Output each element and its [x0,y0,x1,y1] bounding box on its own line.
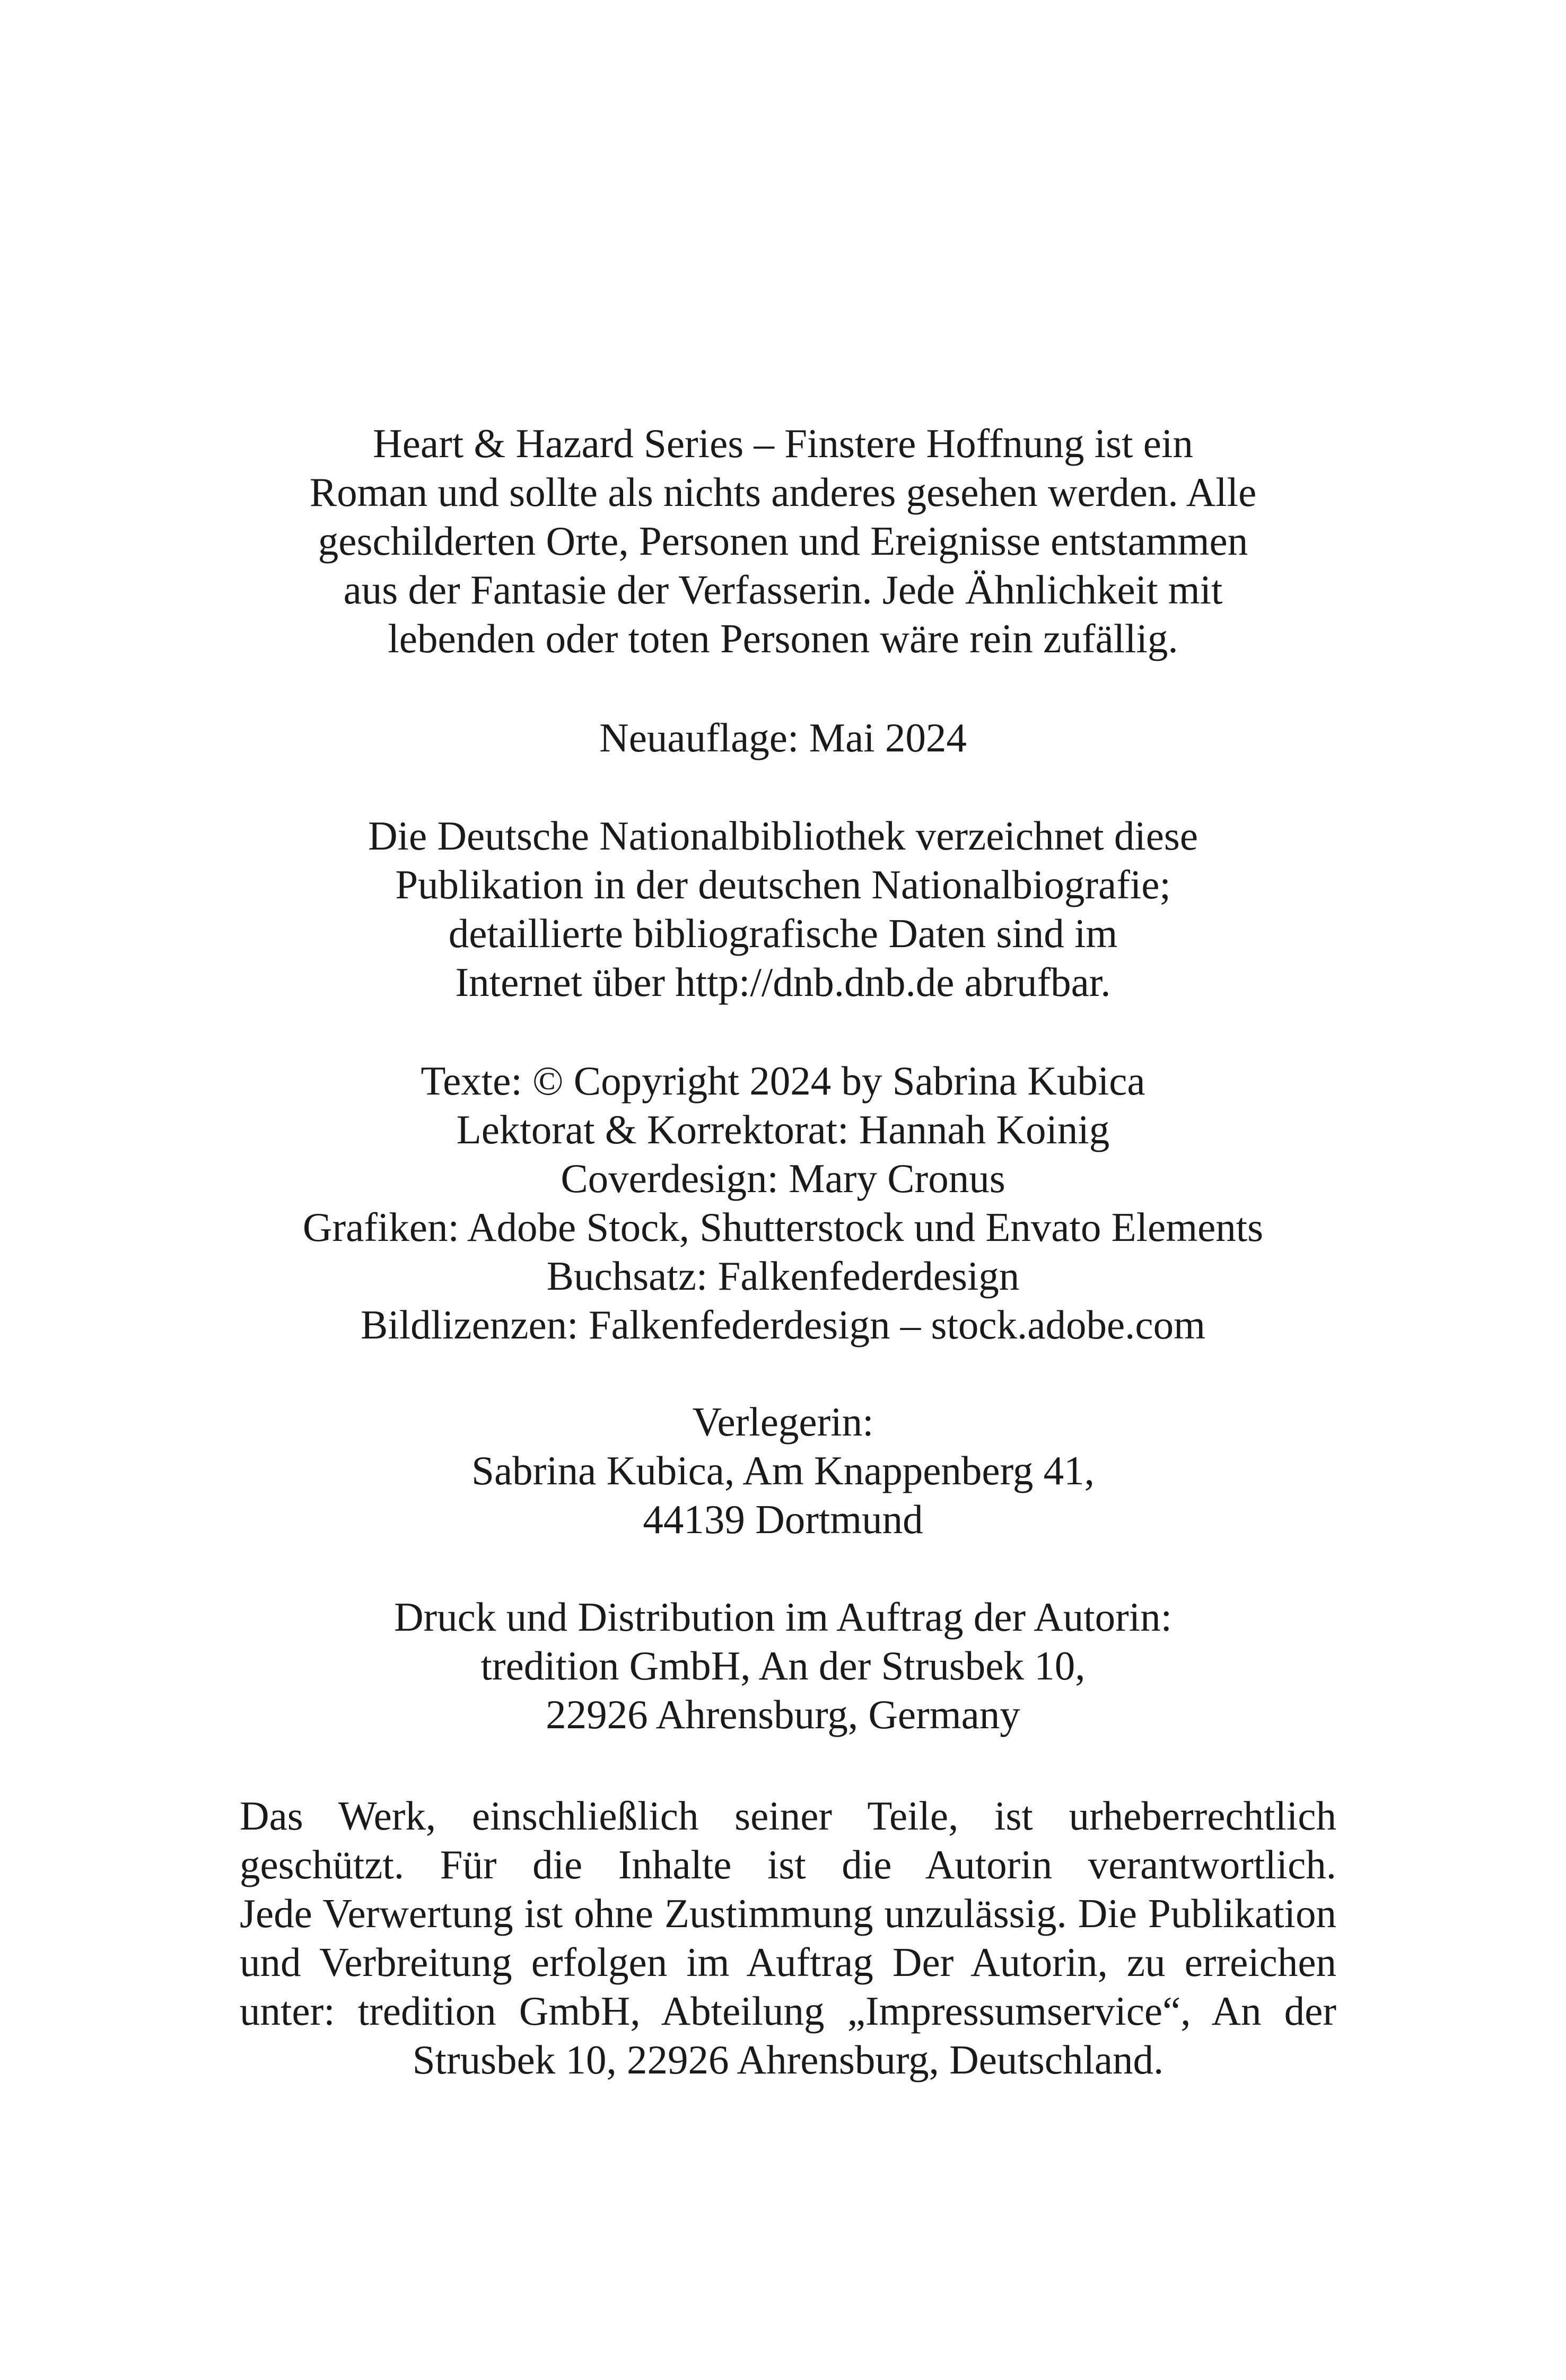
copyright-notice-line: Jede Verwertung ist ohne Zustimmung unzulässig. Die Publikation [240,1891,1336,1936]
publisher-line: Verlegerin: [692,1399,874,1445]
credits-line: Buchsatz: Falkenfederdesign [546,1253,1020,1299]
disclaimer-line: Roman und sollte als nichts anderes gesehen werden. Alle [309,469,1257,515]
dnb-notice-line: detaillierte bibliografische Daten sind im [448,911,1118,956]
copyright-notice-line: Das Werk, einschließlich seiner Teile, ist urheberrechtlich [240,1793,1336,1839]
copyright-notice-line: Strusbek 10, 22926 Ahrensburg, Deutschland. [412,2037,1164,2082]
distribution-paragraph [233,1592,1333,1739]
credits-line: Bildlizenzen: Falkenfederdesign – stock.adobe.com [361,1302,1205,1348]
credits-paragraph [233,1056,1333,1349]
dnb-notice-paragraph [233,811,1333,1007]
disclaimer-line: lebenden oder toten Personen wäre rein zufällig. [388,616,1178,661]
copyright-notice-line: geschützt. Für die Inhalte ist die Autorin verantwortlich. [240,1842,1336,1887]
publisher-line: 44139 Dortmund [643,1497,923,1542]
dnb-notice-line: Internet über http://dnb.dnb.de abrufbar. [455,959,1111,1005]
copyright-notice-line: und Verbreitung erfolgen im Auftrag Der Autorin, zu erreichen [240,1939,1336,1985]
credits-line: Texte: © Copyright 2024 by Sabrina Kubica [421,1058,1145,1104]
distribution-line: Druck und Distribution im Auftrag der Autorin: [393,1594,1173,1640]
distribution-line: tredition GmbH, An der Strusbek 10, [480,1643,1086,1688]
dnb-notice-line: Die Deutsche Nationalbibliothek verzeichnet diese [368,813,1198,859]
credits-line: Grafiken: Adobe Stock, Shutterstock und Envato Elements [302,1204,1264,1250]
credits-line: Lektorat & Korrektorat: Hannah Koinig [456,1107,1110,1152]
dnb-notice-line: Publikation in der deutschen Nationalbiografie; [395,862,1171,907]
disclaimer-line: Heart & Hazard Series – Finstere Hoffnung ist ein [373,421,1193,466]
copyright-notice-line: unter: tredition GmbH, Abteilung „Impressumservice“, An der [240,1988,1336,2034]
credits-line: Coverdesign: Mary Cronus [561,1156,1005,1201]
edition-note [233,713,1333,762]
publisher-line: Sabrina Kubica, Am Knappenberg 41, [471,1448,1095,1493]
edition-line: Neuauflage: Mai 2024 [599,715,967,760]
disclaimer-line: aus der Fantasie der Verfasserin. Jede Ähnlichkeit mit [343,567,1223,612]
disclaimer-line: geschilderten Orte, Personen und Ereignisse entstammen [318,518,1248,564]
disclaimer-paragraph [233,419,1333,663]
copyright-notice-paragraph [240,1791,1336,2084]
distribution-line: 22926 Ahrensburg, Germany [546,1692,1020,1737]
publisher-paragraph [233,1397,1333,1544]
